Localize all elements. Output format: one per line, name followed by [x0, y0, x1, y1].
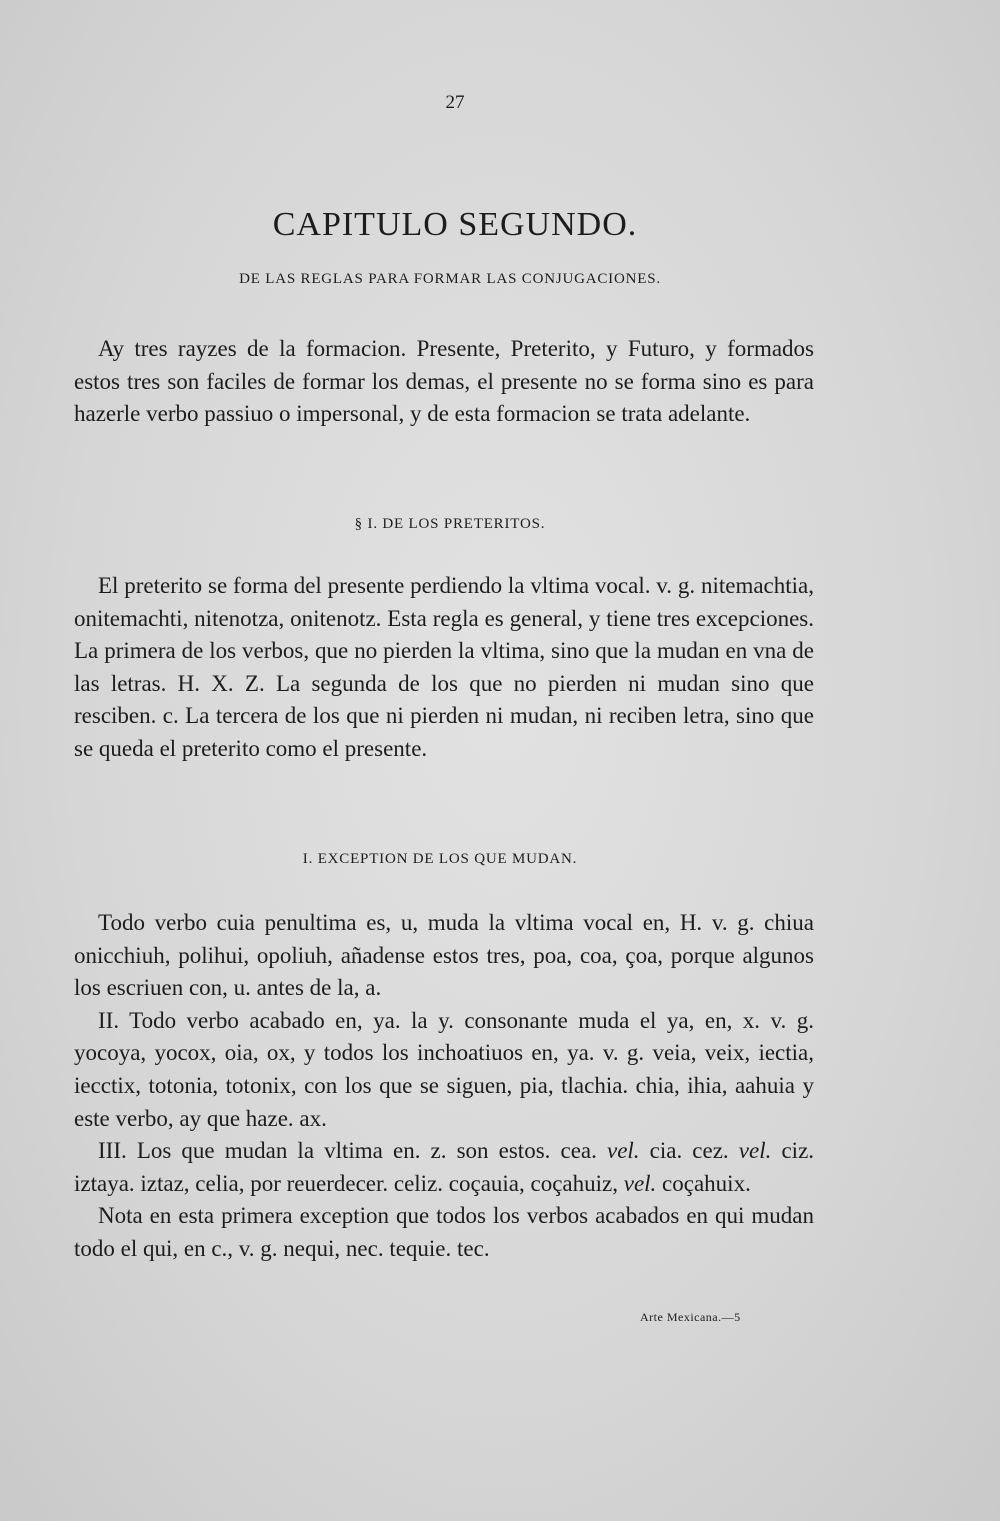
vel-3: vel. — [623, 1170, 657, 1196]
page-number: 27 — [445, 92, 465, 113]
section-heading-exception: I. EXCEPTION DE LOS QUE MUDAN. — [302, 851, 578, 867]
rule-2: II. Todo verbo acabado en, ya. la y. consonante muda el ya, en, x. v. g. yocoya, yocox, oia, ox, y todos los inchoatiuos en, ya. v. g. veia, veix, iectia, iecctix, totonia, totonix, con los que se siguen, pia, tlachia. chia, ihia, aahuia y este verbo, ay que haze. ax. — [74, 1007, 814, 1131]
rule-3-part-b: cia. cez. — [649, 1138, 729, 1164]
vel-1: vel. — [606, 1138, 640, 1164]
rule-3-part-c: ciz. iztaya. iztaz, celia, por reuerdecer. celiz. coçauia, coçahuiz, — [74, 1138, 815, 1196]
rule-3 — [74, 1135, 814, 1200]
rule-3-part-a: III. Los que mudan la vltima en. z. son estos. cea. — [98, 1138, 597, 1164]
intro-paragraph — [74, 333, 814, 431]
chapter-subtitle: DE LAS REGLAS PARA FORMAR LAS CONJUGACIONES. — [239, 271, 661, 287]
preterito-paragraph — [74, 570, 814, 766]
rule-3-part-d: coçahuix. — [662, 1170, 751, 1196]
preterito-text: El preterito se forma del presente perdiendo la vltima vocal. v. g. nitemachtia, onitemachti, nitenotza, onitenotz. Esta regla es general, y tiene tres excepciones. La primera de los verbos, que no pierden la vltima, sino que la mudan en vna de las letras. H. X. Z. La segunda de los que no pierden ni mudan sino que resciben. c. La tercera de los que ni pierden ni mudan, ni reciben letra, sino que se queda el preterito como el presente. — [74, 573, 814, 761]
signature-mark: Arte Mexicana.—5 — [640, 1310, 741, 1324]
vel-2: vel. — [738, 1138, 772, 1164]
rule-1: Todo verbo cuia penultima es, u, muda la vltima vocal en, H. v. g. chiua onicchiuh, polihui, opoliuh, añadense estos tres, poa, coa, çoa, porque algunos los escriuen con, u. antes de la, a. — [74, 910, 814, 1001]
chapter-title: CAPITULO SEGUNDO. — [272, 206, 638, 243]
intro-text: Ay tres rayzes de la formacion. Presente, Preterito, y Futuro, y formados estos tres son faciles de formar los demas, el presente no se forma sino es para hazerle verbo passiuo o impersonal, y de esta formacion se trata adelante. — [74, 336, 814, 427]
exception-rules — [74, 907, 814, 1266]
section-heading-preteritos: § I. DE LOS PRETERITOS. — [354, 516, 546, 532]
note-paragraph: Nota en esta primera exception que todos los verbos acabados en qui mudan todo el qui, en c., v. g. nequi, nec. tequie. tec. — [74, 1203, 814, 1261]
